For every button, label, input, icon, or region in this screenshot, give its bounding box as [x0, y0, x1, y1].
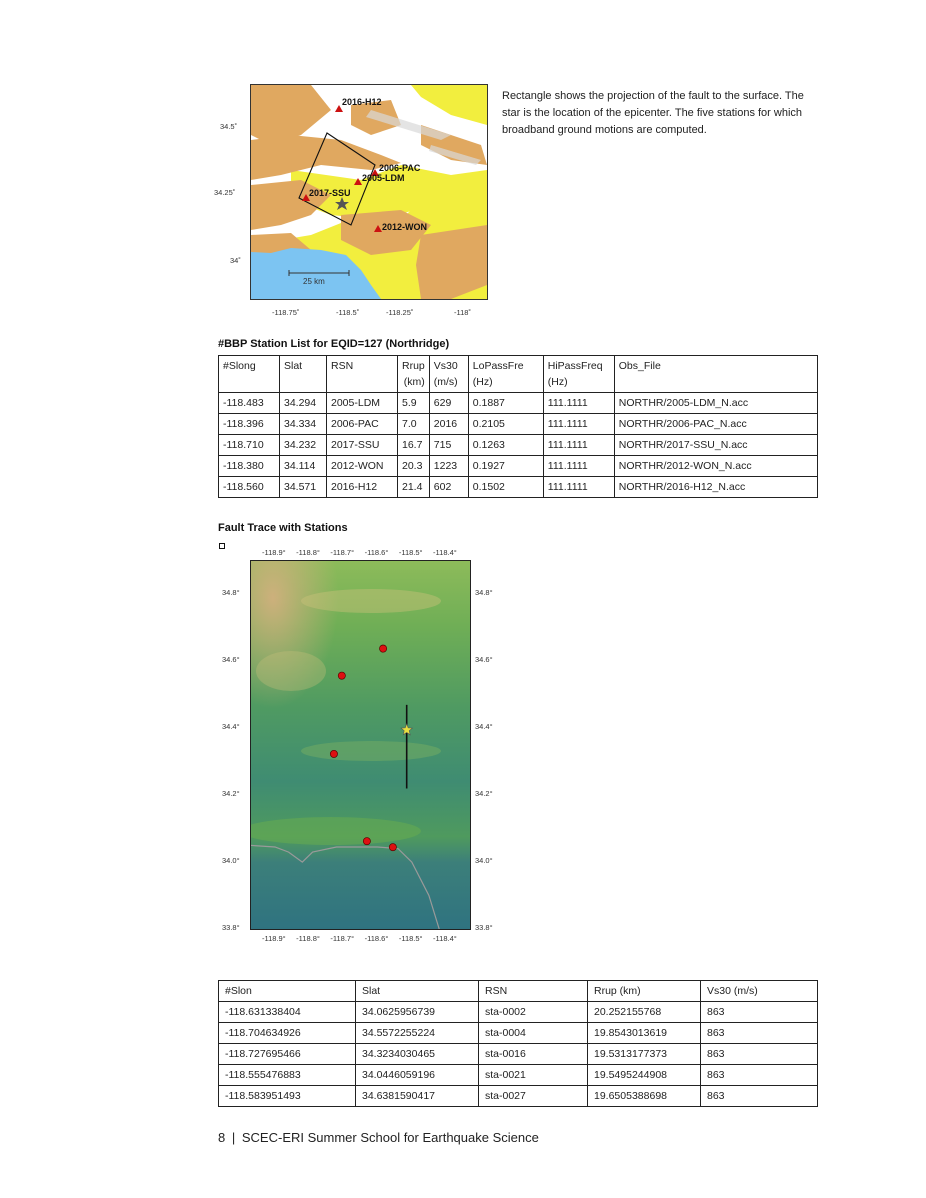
cell: 34.6381590417: [356, 1086, 479, 1107]
cell: 34.334: [280, 414, 327, 435]
station-label: 2005-LDM: [362, 173, 405, 183]
header-cell: #Slon: [219, 981, 356, 1002]
lat-tick: 34˚: [230, 256, 241, 265]
header-cell: Slat: [280, 356, 327, 393]
map-caption: Rectangle shows the projection of the fault to the surface. The star is the location of the epicenter. The five stations for which broadband ground motions are computed.: [502, 90, 804, 136]
cell: -118.380: [219, 456, 280, 477]
cell: 19.5495244908: [588, 1065, 701, 1086]
cell: 2012-WON: [327, 456, 398, 477]
lat-tick-right: 34.4°: [475, 722, 493, 732]
cell: 19.8543013619: [588, 1023, 701, 1044]
cell: 715: [429, 435, 468, 456]
cell: 34.0625956739: [356, 1002, 479, 1023]
cell: 2005-LDM: [327, 393, 398, 414]
lat-tick-left: 33.8°: [222, 923, 240, 932]
table-row: [219, 477, 818, 498]
lon-tick-bottom: -118.6°: [364, 934, 389, 943]
cell: 34.232: [280, 435, 327, 456]
cell: 21.4: [398, 477, 430, 498]
header-cell: #Slong: [219, 356, 280, 393]
lat-tick-right: 34.2°: [475, 789, 493, 799]
scale-label: 25 km: [303, 277, 325, 286]
header-cell: Vs30 (m/s): [701, 981, 818, 1002]
cell: -118.483: [219, 393, 280, 414]
cell: 111.1111: [543, 456, 614, 477]
cell: NORTHR/2017-SSU_N.acc: [614, 435, 817, 456]
cell: sta-0004: [479, 1023, 588, 1044]
cell: 863: [701, 1044, 818, 1065]
cell: 34.5572255224: [356, 1023, 479, 1044]
station-marker: [330, 750, 337, 757]
cell: 20.3: [398, 456, 430, 477]
cell: 863: [701, 1002, 818, 1023]
lat-tick-left: 34.2°: [222, 789, 240, 799]
table-header-row: [219, 356, 818, 393]
cell: 111.1111: [543, 477, 614, 498]
cell: 20.252155768: [588, 1002, 701, 1023]
cell: 16.7: [398, 435, 430, 456]
header-cell: RSN: [479, 981, 588, 1002]
page-footer: [218, 1130, 539, 1145]
cell: NORTHR/2016-H12_N.acc: [614, 477, 817, 498]
cell: 2016: [429, 414, 468, 435]
fault-trace-map-frame: [250, 560, 471, 930]
station-marker: [338, 672, 345, 679]
table-row: [219, 1086, 818, 1107]
cell: 34.571: [280, 477, 327, 498]
terrain-map: [251, 561, 470, 929]
header-cell: LoPassFre (Hz): [468, 356, 543, 393]
cell: 0.1927: [468, 456, 543, 477]
cell: 0.1502: [468, 477, 543, 498]
geology-map: [214, 84, 493, 320]
station-label: 2012-WON: [382, 222, 428, 232]
lon-tick-top: -118.6°: [364, 548, 389, 557]
table-row: [219, 1044, 818, 1065]
lon-tick: -118.25˚: [386, 308, 414, 317]
cell: -118.710: [219, 435, 280, 456]
cell: -118.704634926: [219, 1023, 356, 1044]
cell: 863: [701, 1065, 818, 1086]
cell: -118.396: [219, 414, 280, 435]
cell: -118.631338404: [219, 1002, 356, 1023]
cell: sta-0002: [479, 1002, 588, 1023]
lon-tick: -118˚: [454, 308, 471, 317]
cell: 34.0446059196: [356, 1065, 479, 1086]
station-label: 2016-H12: [342, 97, 382, 107]
cell: 19.6505388698: [588, 1086, 701, 1107]
header-cell: RSN: [327, 356, 398, 393]
table-header-row: [219, 981, 818, 1002]
lon-tick-top: -118.4°: [433, 548, 457, 557]
cell: 7.0: [398, 414, 430, 435]
fault-trace-map: [218, 544, 498, 944]
table-row: [219, 456, 818, 477]
lon-tick-bottom: -118.7°: [330, 934, 355, 943]
cell: 2017-SSU: [327, 435, 398, 456]
station-marker: [363, 838, 370, 845]
cell: NORTHR/2005-LDM_N.acc: [614, 393, 817, 414]
cell: 34.3234030465: [356, 1044, 479, 1065]
header-cell: Rrup (km): [398, 356, 430, 393]
station-label: 2006-PAC: [379, 163, 421, 173]
cell: -118.727695466: [219, 1044, 356, 1065]
lon-tick-bottom: -118.4°: [433, 934, 457, 943]
cell: -118.583951493: [219, 1086, 356, 1107]
lon-tick-top: -118.9°: [261, 548, 286, 557]
cell: 34.114: [280, 456, 327, 477]
lat-tick-right: 33.8°: [475, 923, 493, 932]
lat-tick-right: 34.6°: [475, 655, 493, 665]
lon-tick-top: -118.7°: [330, 548, 355, 557]
fault-map-title: Fault Trace with Stations: [218, 522, 348, 534]
footer-separator: |: [231, 1130, 236, 1145]
cell: 111.1111: [543, 393, 614, 414]
lon-tick: -118.5˚: [336, 308, 360, 317]
header-cell: HiPassFreq (Hz): [543, 356, 614, 393]
cell: 863: [701, 1086, 818, 1107]
cell: -118.560: [219, 477, 280, 498]
cell: 0.2105: [468, 414, 543, 435]
cell: 111.1111: [543, 414, 614, 435]
cell: NORTHR/2012-WON_N.acc: [614, 456, 817, 477]
cell: 602: [429, 477, 468, 498]
table-row: [219, 1002, 818, 1023]
lat-tick-right: 34.0°: [475, 856, 493, 866]
cell: sta-0021: [479, 1065, 588, 1086]
lat-tick-left: 34.8°: [222, 588, 240, 598]
lon-tick-bottom: -118.9°: [261, 934, 286, 943]
page-number: 8: [218, 1130, 226, 1145]
cell: -118.555476883: [219, 1065, 356, 1086]
station-list-title: #BBP Station List for EQID=127 (Northridge): [218, 338, 450, 350]
cell: 0.1263: [468, 435, 543, 456]
table-row: [219, 1023, 818, 1044]
lon-tick-top: -118.8°: [296, 548, 320, 557]
table-row: [219, 414, 818, 435]
footer-text: SCEC-ERI Summer School for Earthquake Science: [241, 1130, 539, 1145]
header-cell: Obs_File: [614, 356, 817, 393]
header-cell: Rrup (km): [588, 981, 701, 1002]
cell: NORTHR/2006-PAC_N.acc: [614, 414, 817, 435]
lat-tick-right: 34.8°: [475, 588, 493, 598]
cell: 863: [701, 1023, 818, 1044]
cell: 1223: [429, 456, 468, 477]
cell: 5.9: [398, 393, 430, 414]
table-row: [219, 393, 818, 414]
cell: 19.5313177373: [588, 1044, 701, 1065]
geology-map-frame: [250, 84, 488, 300]
header-cell: Vs30 (m/s): [429, 356, 468, 393]
station-list-table: [218, 355, 818, 498]
cell: 111.1111: [543, 435, 614, 456]
table-row: [219, 435, 818, 456]
computed-stations-table: [218, 980, 818, 1107]
cell: 34.294: [280, 393, 327, 414]
cell: 629: [429, 393, 468, 414]
station-marker: [380, 645, 387, 652]
lat-tick: 34.5˚: [220, 122, 238, 131]
lat-tick-left: 34.0°: [222, 856, 240, 866]
lat-tick-left: 34.4°: [222, 722, 240, 732]
lon-tick-bottom: -118.8°: [296, 934, 320, 943]
cell: sta-0016: [479, 1044, 588, 1065]
cell: 0.1887: [468, 393, 543, 414]
station-marker: [389, 844, 396, 851]
lon-tick: -118.75˚: [272, 308, 300, 317]
station-label: 2017-SSU: [309, 188, 351, 198]
geology-map-image: [251, 85, 487, 299]
lat-tick: 34.25˚: [214, 188, 236, 197]
cell: sta-0027: [479, 1086, 588, 1107]
header-cell: Slat: [356, 981, 479, 1002]
cell: 2016-H12: [327, 477, 398, 498]
lon-tick-top: -118.5°: [398, 548, 423, 557]
cell: 2006-PAC: [327, 414, 398, 435]
table-row: [219, 1065, 818, 1086]
lon-tick-bottom: -118.5°: [398, 934, 423, 943]
lat-tick-left: 34.6°: [222, 655, 240, 665]
